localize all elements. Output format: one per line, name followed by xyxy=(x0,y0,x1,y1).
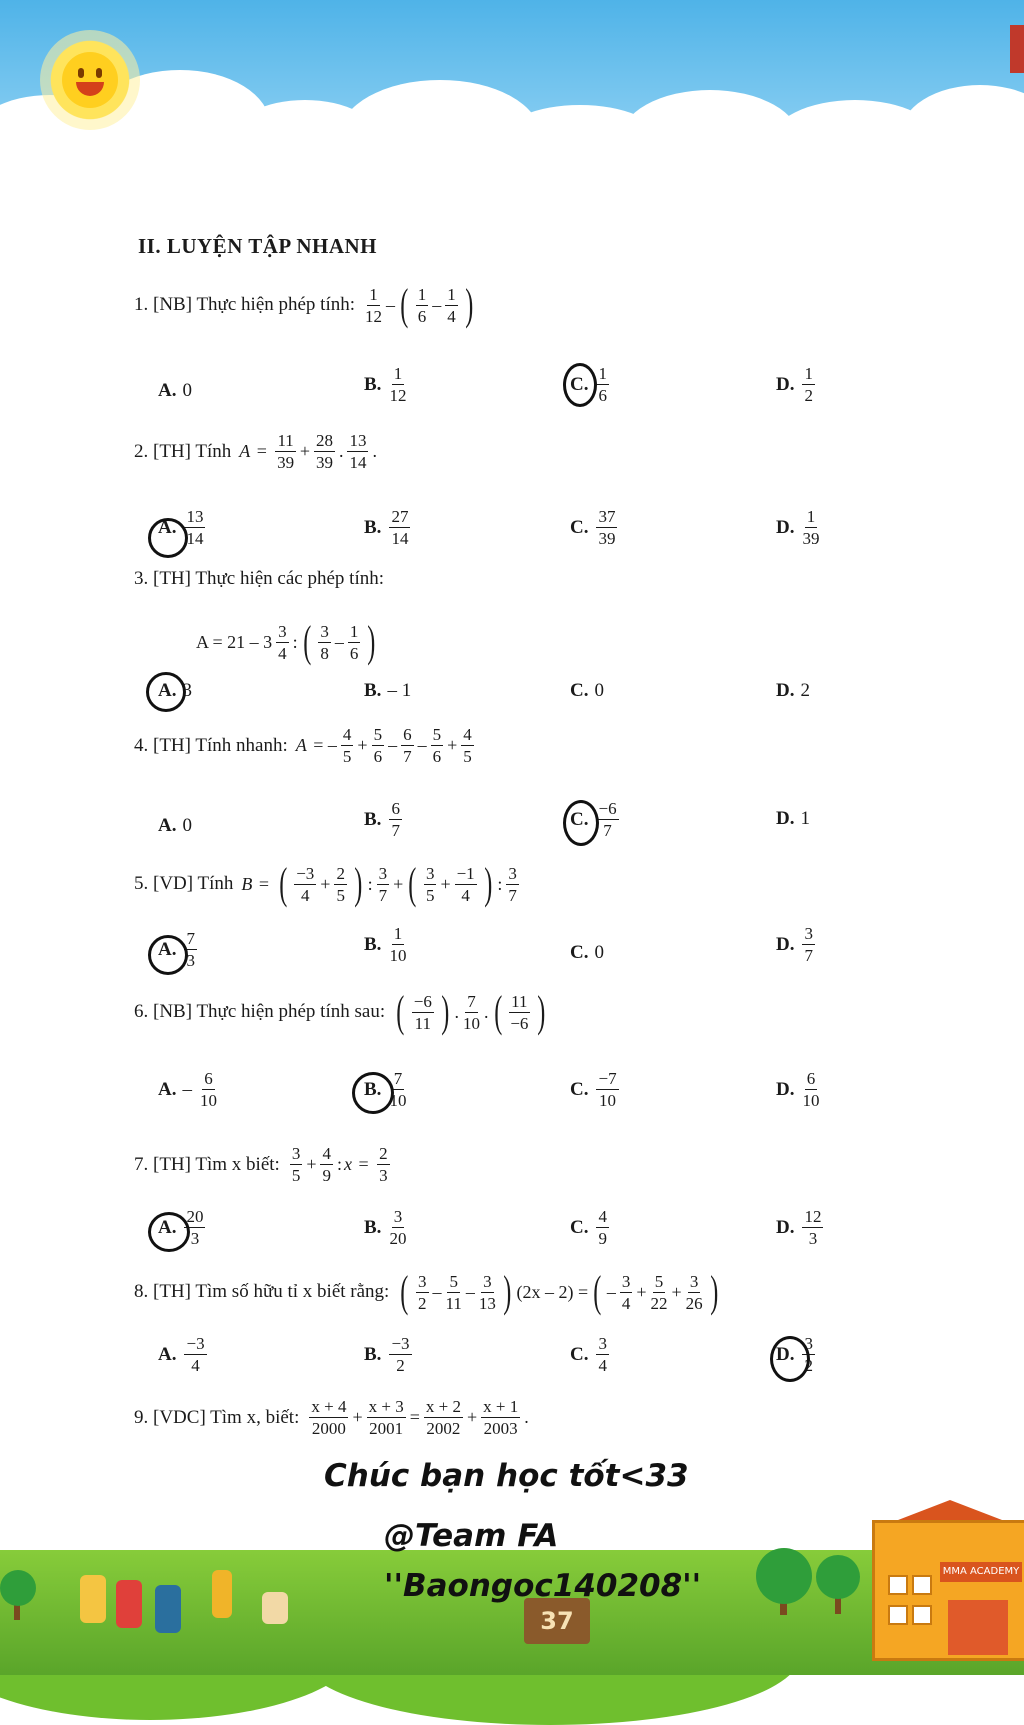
option-3d[interactable]: D. 2 xyxy=(776,680,810,701)
option-2b[interactable]: B. $\frac{27}{14}$ xyxy=(364,507,409,548)
option-4b[interactable]: B. $\frac{6}{7}$ xyxy=(364,799,400,840)
question-prefix: 6. [NB] Thực hiện phép tính sau: xyxy=(134,1001,386,1022)
section-title: II. LUYỆN TẬP NHANH xyxy=(138,234,377,258)
author-text: ''Baongoc140208'' xyxy=(384,1568,702,1604)
option-4a[interactable]: A. 0 xyxy=(158,815,192,836)
eraser-character-icon xyxy=(116,1580,142,1628)
question-prefix: 7. [TH] Tìm x biết: xyxy=(134,1153,280,1175)
question-prefix: 5. [VD] Tính xyxy=(134,873,234,894)
option-6c[interactable]: C. $\frac{-7}{10}$ xyxy=(570,1069,617,1110)
option-3b[interactable]: B. – 1 xyxy=(364,680,412,701)
option-5a[interactable]: A. $\frac{7}{3}$ xyxy=(158,929,195,970)
answer-circle xyxy=(146,672,186,712)
answer-circle xyxy=(563,363,597,407)
question-prefix: 2. [TH] Tính xyxy=(134,440,232,462)
question-3 xyxy=(134,568,384,590)
answer-circle xyxy=(352,1072,394,1114)
team-text: @Team FA xyxy=(384,1518,559,1554)
option-7b[interactable]: B. $\frac{3}{20}$ xyxy=(364,1207,407,1248)
option-1a[interactable]: A. 0 xyxy=(158,380,192,401)
question-prefix: 1. [NB] Thực hiện phép tính: xyxy=(134,294,356,315)
question-prefix: 3. [TH] Thực hiện các phép tính: xyxy=(134,568,385,589)
tree-icon xyxy=(0,1570,36,1606)
option-6b[interactable]: B. $\frac{7}{10}$ xyxy=(364,1069,407,1110)
question-expression: B = ( $\frac{-3}{4}$ + $\frac{2}{5}$ ) : $\frac{3}{7}$ + ( $\frac{3}{5}$ + $\frac{-1}{4}$ ) : $\frac{3}{7}$ xyxy=(241,859,517,908)
answer-circle xyxy=(563,800,599,846)
question-expression: $\frac{3}{5}$ + $\frac{4}{9}$ : x = $\frac{2}{3}$ xyxy=(291,1144,388,1185)
question-6 xyxy=(134,987,548,1036)
question-1 xyxy=(134,280,476,329)
option-4c[interactable]: C. $\frac{-6}{7}$ xyxy=(570,799,617,840)
question-4 xyxy=(134,726,476,765)
option-7c[interactable]: C. $\frac{4}{9}$ xyxy=(570,1207,607,1248)
option-8d[interactable]: D. $\frac{3}{2}$ xyxy=(776,1334,813,1375)
option-5d[interactable]: D. $\frac{3}{7}$ xyxy=(776,924,813,965)
answer-circle xyxy=(148,1212,190,1252)
option-1c[interactable]: C. $\frac{1}{6}$ xyxy=(570,364,607,405)
option-8b[interactable]: B. $\frac{-3}{2}$ xyxy=(364,1334,410,1375)
answer-circle xyxy=(148,518,188,558)
option-2d[interactable]: D. $\frac{1}{39}$ xyxy=(776,507,820,548)
option-4d[interactable]: D. 1 xyxy=(776,808,810,829)
option-2a[interactable]: A. $\frac{13}{14}$ xyxy=(158,507,204,548)
question-5 xyxy=(134,859,521,908)
option-8c[interactable]: C. $\frac{3}{4}$ xyxy=(570,1334,607,1375)
question-prefix: 8. [TH] Tìm số hữu tỉ x biết rằng: xyxy=(134,1281,390,1302)
question-expression: ( $\frac{-6}{11}$ ) . $\frac{7}{10}$ . ( $\frac{11}{-6}$ ) xyxy=(396,987,545,1036)
option-6a[interactable]: A. – $\frac{6}{10}$ xyxy=(158,1069,217,1110)
page-number: 37 xyxy=(524,1598,590,1644)
answer-circle xyxy=(770,1336,810,1382)
option-5c[interactable]: C. 0 xyxy=(570,942,604,963)
question-expression: ( $\frac{3}{2}$ – $\frac{5}{11}$ – $\frac{3}{13}$ ) (2x – 2) = ( – $\frac{3}{4}$ + $\frac{5}{22}$ + $\frac{3}{26}$ ) xyxy=(400,1267,718,1316)
option-2c[interactable]: C. $\frac{37}{39}$ xyxy=(570,507,616,548)
option-3a[interactable]: A. 3 xyxy=(158,680,192,701)
sharpener-character-icon xyxy=(262,1592,288,1624)
question-3-expression: A = 21 – 3 $\frac{3}{4}$ : ( $\frac{3}{8}$ – $\frac{1}{6}$ ) xyxy=(196,617,376,666)
option-5b[interactable]: B. $\frac{1}{10}$ xyxy=(364,924,407,965)
question-expression: A = – $\frac{4}{5}$ + $\frac{5}{6}$ – $\frac{6}{7}$ – $\frac{5}{6}$ + $\frac{4}{5}$ xyxy=(295,725,472,766)
question-2 xyxy=(134,432,377,471)
answer-circle xyxy=(148,935,188,975)
option-6d[interactable]: D. $\frac{6}{10}$ xyxy=(776,1069,820,1110)
option-1b[interactable]: B. $\frac{1}{12}$ xyxy=(364,364,407,405)
option-3c[interactable]: C. 0 xyxy=(570,680,604,701)
question-8 xyxy=(134,1267,721,1316)
school-door xyxy=(948,1600,1008,1655)
pencil-character-icon xyxy=(80,1575,106,1623)
tree-icon xyxy=(756,1548,812,1604)
question-expression: A = $\frac{11}{39}$ + $\frac{28}{39}$ . $\frac{13}{14}$ . xyxy=(239,431,377,472)
question-7 xyxy=(134,1145,392,1184)
question-expression: $\frac{x + 4}{2000}$ + $\frac{x + 3}{2001}$ = $\frac{x + 2}{2002}$ + $\frac{x + 1}{2003}$ . xyxy=(311,1397,529,1438)
option-1d[interactable]: D. $\frac{1}{2}$ xyxy=(776,364,813,405)
book-character-icon xyxy=(155,1585,181,1633)
question-prefix: 9. [VDC] Tìm x, biết: xyxy=(134,1406,300,1428)
question-expression: $\frac{1}{12}$ – ( $\frac{1}{6}$ – $\frac{1}{4}$ ) xyxy=(365,280,474,329)
school-window xyxy=(912,1605,932,1625)
school-window xyxy=(912,1575,932,1595)
option-7d[interactable]: D. $\frac{12}{3}$ xyxy=(776,1207,822,1248)
greeting-text: Chúc bạn học tốt<33 xyxy=(324,1458,689,1494)
pencil-character-icon xyxy=(212,1570,232,1618)
option-7a[interactable]: A. $\frac{20}{3}$ xyxy=(158,1207,204,1248)
school-window xyxy=(888,1575,908,1595)
question-prefix: 4. [TH] Tính nhanh: xyxy=(134,734,288,756)
school-window xyxy=(888,1605,908,1625)
question-9 xyxy=(134,1398,529,1437)
school-sign: MMA ACADEMY xyxy=(940,1562,1022,1582)
tree-icon xyxy=(816,1555,860,1599)
option-8a[interactable]: A. $\frac{-3}{4}$ xyxy=(158,1334,205,1375)
